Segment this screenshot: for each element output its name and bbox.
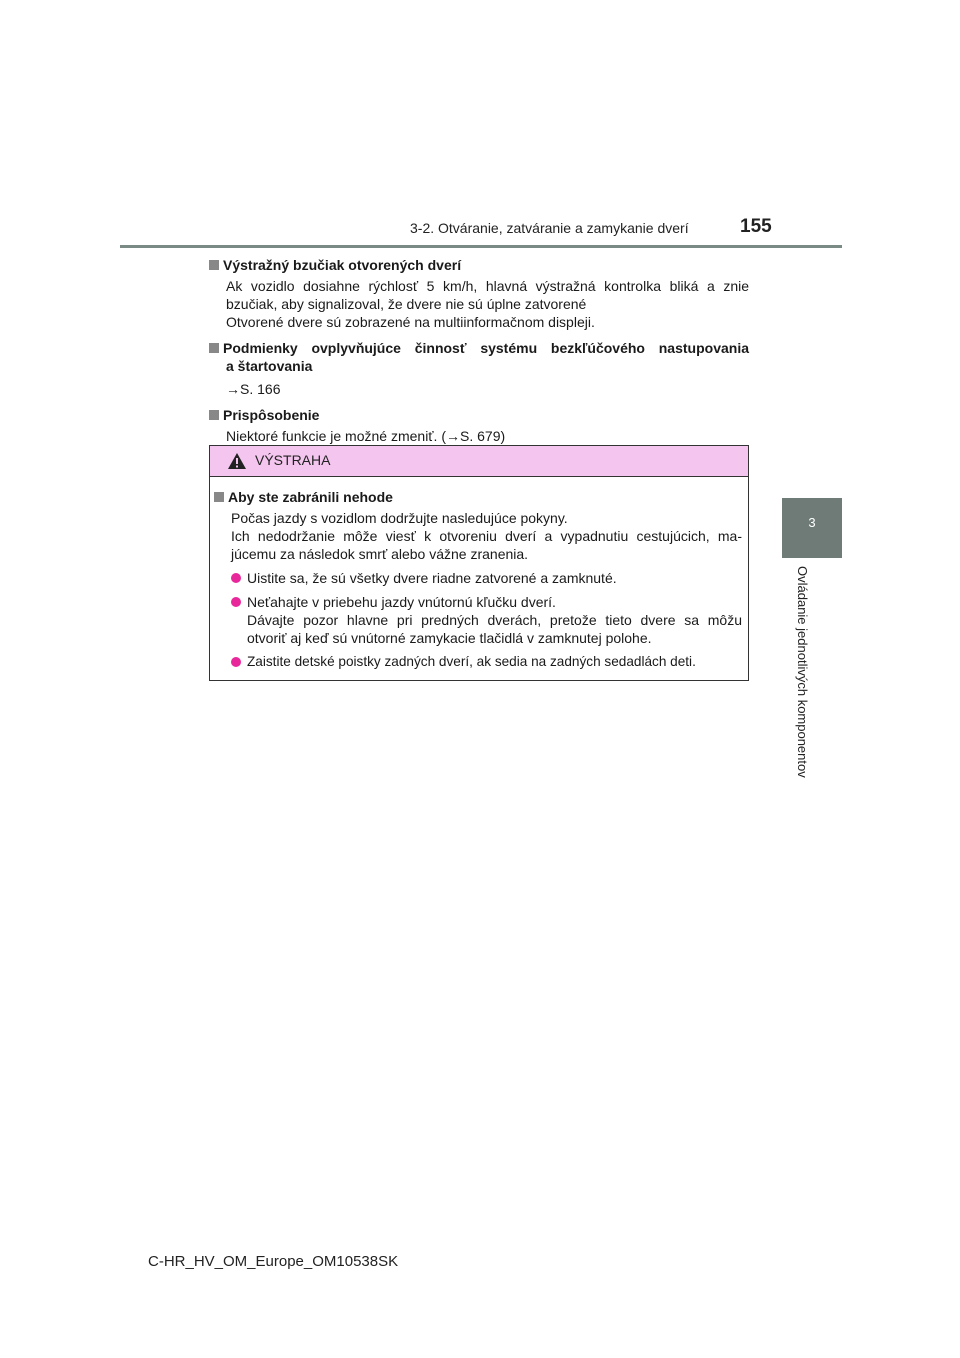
- square-bullet-icon: [209, 260, 219, 270]
- text-line: otvoriť aj keď sú vnútorné zamykacie tlačidlá v zamknutej polohe.: [247, 630, 652, 646]
- chapter-number: 3: [808, 515, 816, 530]
- square-bullet-icon: [209, 343, 219, 353]
- bullet-dot-icon: [231, 597, 241, 607]
- section-title-line2: a štartovania: [226, 358, 313, 374]
- text-line: Počas jazdy s vozidlom dodržujte nasledujúce pokyny.: [231, 510, 568, 526]
- section-door-buzzer: [209, 256, 749, 331]
- text-line: júcemu za následok smrť alebo vážne zranenia.: [231, 546, 529, 562]
- footer-doc-id: C-HR_HV_OM_Europe_OM10538SK: [148, 1253, 399, 1270]
- square-bullet-icon: [209, 410, 219, 420]
- warning-text: [214, 509, 742, 563]
- section-title: Prispôsobenie: [209, 406, 749, 424]
- warning-header: [210, 446, 748, 477]
- text-line: Neťahajte v priebehu jazdy vnútornú kľučku dverí.: [247, 594, 556, 610]
- text-line: Dávajte pozor hlavne pri predných dverách, pretože tieto dvere sa môžu: [247, 612, 742, 628]
- section-title: Podmienky ovplyvňujúce činnosť systému bezkľúčového nastupovania: [209, 339, 749, 357]
- text-line: Zaistite detské poistky zadných dverí, ak sedia na zadných sedadlách deti.: [247, 654, 696, 669]
- section-keyless-conditions: [209, 339, 749, 398]
- text-line: bzučiak, aby signalizoval, že dvere nie sú úplne zatvorené: [226, 296, 587, 312]
- text-line: Otvorené dvere sú zobrazené na multiinformačnom displeji.: [226, 314, 595, 330]
- warning-title: Aby ste zabránili nehode: [214, 488, 742, 506]
- section-title: Výstražný bzučiak otvorených dverí: [209, 256, 749, 274]
- page-number: 155: [740, 216, 772, 237]
- text-line: Ak vozidlo dosiahne rýchlosť 5 km/h, hlavná výstražná kontrolka bliká a znie: [226, 278, 749, 294]
- warning-label: VÝSTRAHA: [255, 452, 331, 468]
- chapter-tab: [782, 498, 842, 558]
- warning-bullet: [214, 593, 742, 647]
- warning-triangle-icon: [227, 452, 247, 470]
- section-text: [209, 277, 749, 331]
- section-customization: [209, 406, 749, 445]
- section-text: Niektoré funkcie je možné zmeniť. (→S. 679): [226, 428, 506, 444]
- warning-bullet: [214, 653, 742, 671]
- chapter-label: Ovládanie jednotlivých komponentov: [795, 566, 810, 778]
- warning-bullet: [214, 569, 742, 587]
- text-line: Uistite sa, že sú všetky dvere riadne zatvorené a zamknuté.: [247, 570, 617, 586]
- main-content: [209, 256, 749, 453]
- bullet-dot-icon: [231, 573, 241, 583]
- header-section-title: 3-2. Otváranie, zatváranie a zamykanie dverí: [410, 220, 689, 236]
- warning-body: [210, 477, 748, 671]
- warning-box: [209, 445, 749, 681]
- page-reference-link[interactable]: →S. 166: [226, 381, 281, 397]
- square-bullet-icon: [214, 492, 224, 502]
- text-line: Ich nedodržanie môže viesť k otvoreniu dverí a vypadnutiu cestujúcich, ma-: [231, 528, 742, 544]
- header-divider: [120, 245, 842, 248]
- bullet-dot-icon: [231, 657, 241, 667]
